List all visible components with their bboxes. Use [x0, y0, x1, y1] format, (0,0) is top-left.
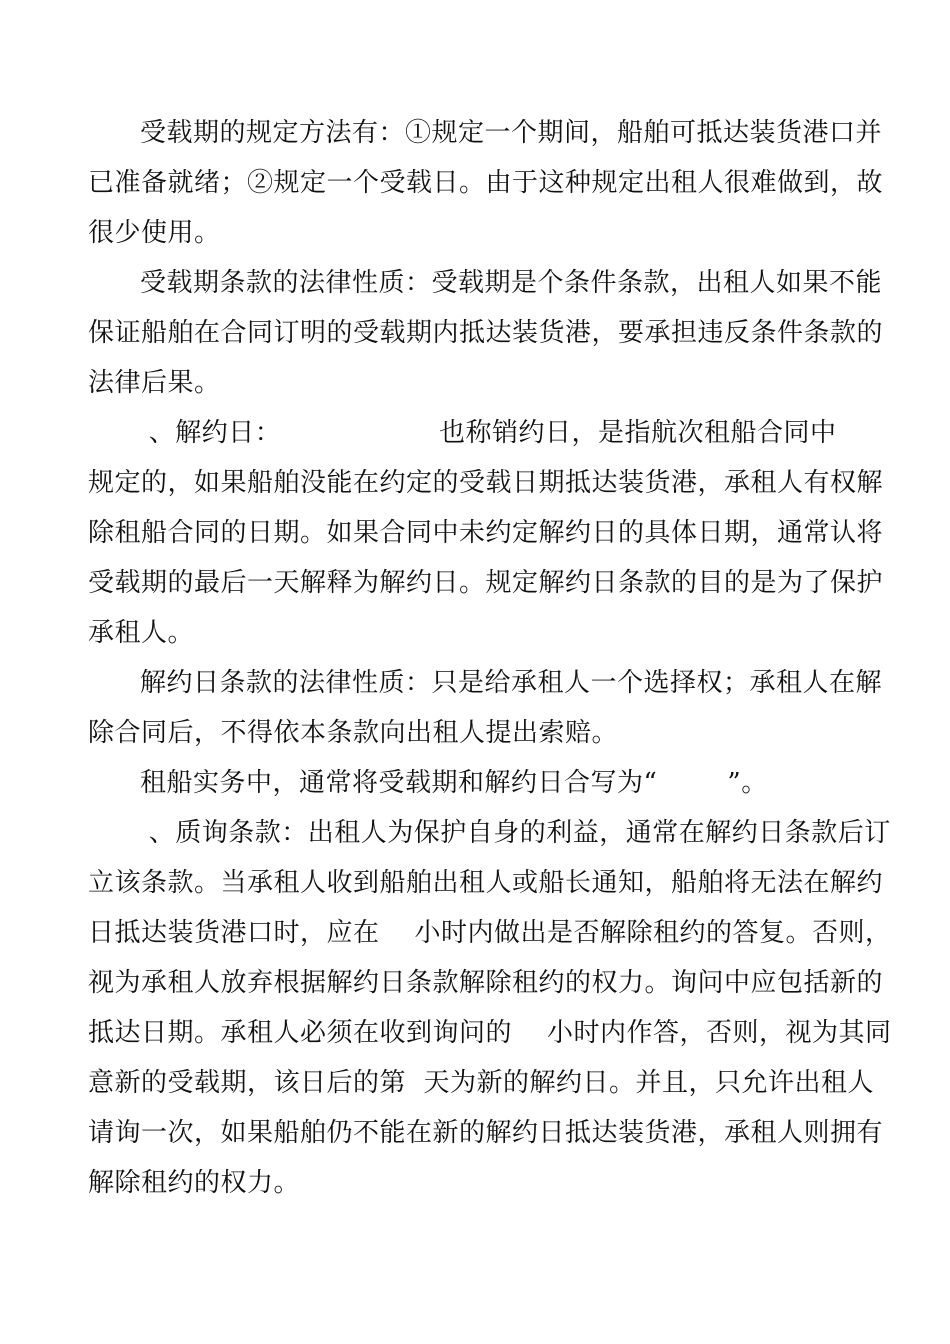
text-line: 解除租约的权力。 — [88, 1168, 301, 1198]
text-line: 很少使用。 — [88, 218, 221, 248]
text-line: 已准备就绪；②规定一个受载日。由于这种规定出租人很难做到，故 — [88, 168, 884, 198]
text-line: 、解约日： 也称销约日，是指航次租船合同中 — [140, 418, 837, 448]
text-line: 视为承租人放弃根据解约日条款解除租约的权力。询问中应包括新的 — [88, 968, 884, 998]
text-line: 抵达日期。承租人必须在收到询问的 小时内作答，否则，视为其同 — [88, 1018, 892, 1048]
text-line: 受载期的规定方法有：①规定一个期间，船舶可抵达装货港口并 — [140, 118, 883, 148]
text-line: 解约日条款的法律性质：只是给承租人一个选择权；承租人在解 — [140, 668, 883, 698]
text-line: 受载期条款的法律性质：受载期是个条件条款，出租人如果不能 — [140, 268, 883, 298]
text-line: 请询一次，如果船舶仍不能在新的解约日抵达装货港，承租人则拥有 — [88, 1118, 884, 1148]
text-line: 除合同后，不得依本条款向出租人提出索赔。 — [88, 718, 619, 748]
text-line: 受载期的最后一天解释为解约日。规定解约日条款的目的是为了保护 — [88, 568, 884, 598]
text-line: 日抵达装货港口时，应在 小时内做出是否解除租约的答复。否则， — [88, 918, 892, 948]
text-line: 承租人。 — [88, 618, 195, 648]
text-line: 租船实务中，通常将受载期和解约日合写为“ ”。 — [140, 768, 768, 798]
text-line: 法律后果。 — [88, 368, 221, 398]
text-line: 除租船合同的日期。如果合同中未约定解约日的具体日期，通常认将 — [88, 518, 884, 548]
text-line: 立该条款。当承租人收到船舶出租人或船长通知，船舶将无法在解约 — [88, 868, 884, 898]
text-line: 意新的受载期，该日后的第 天为新的解约日。并且，只允许出租人 — [88, 1068, 875, 1098]
text-line: 保证船舶在合同订明的受载期内抵达装货港，要承担违反条件条款的 — [88, 318, 884, 348]
text-line: 、质询条款：出租人为保护自身的利益，通常在解约日条款后订 — [140, 818, 891, 848]
text-line: 规定的，如果船舶没能在约定的受载日期抵达装货港，承租人有权解 — [88, 468, 884, 498]
